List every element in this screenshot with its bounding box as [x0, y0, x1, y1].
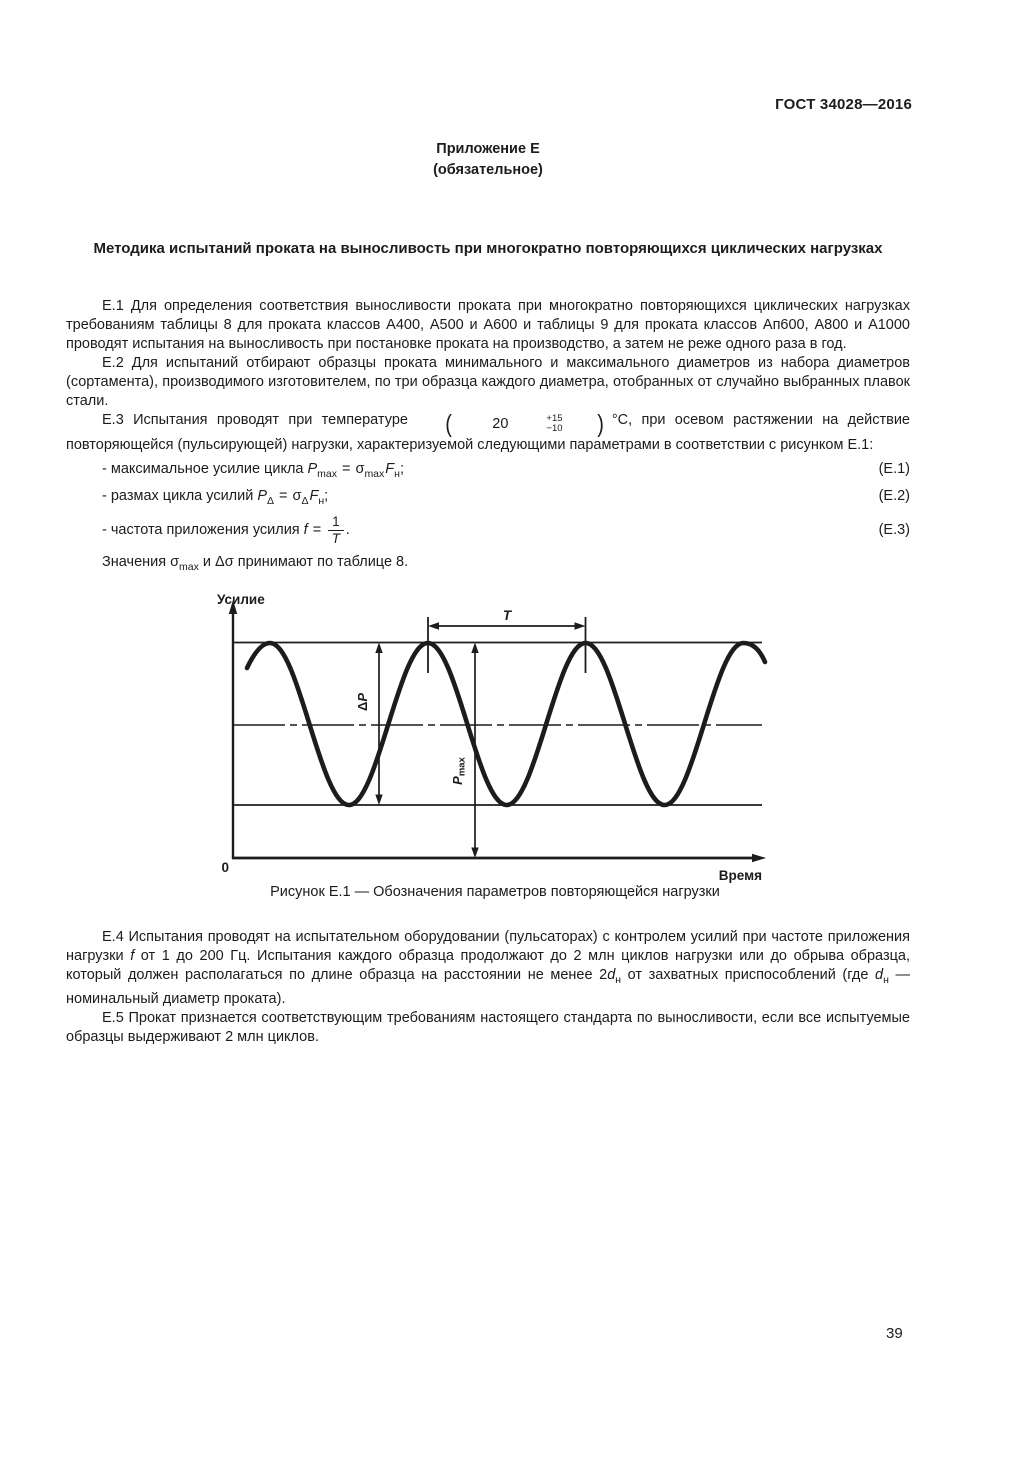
temperature-expression — [412, 410, 608, 438]
paragraph-e1: Е.1 Для определения соответствия выносливости проката при многократно повторяющихся циклических нагрузках требованиям таблицы 8 для проката классов А400, А500 и А600 и таблицы 9 для проката классов Ап600, А800 и А1000 проводят испытания на выносливость при постановке проката на производство, а затем не реже одного раза в год. — [66, 298, 910, 352]
pmax-label: Pmax — [450, 757, 468, 785]
var-sigma: σ — [355, 461, 365, 477]
appendix-type: (обязательное) — [433, 162, 543, 178]
text-block-upper — [66, 297, 910, 572]
left-paren: ( — [445, 410, 452, 438]
y-axis-label: Усилие — [217, 592, 265, 607]
formula-label-e1: (Е.1) — [878, 461, 910, 477]
var-P: P — [307, 461, 318, 477]
var-sigma: σ — [170, 553, 180, 570]
sigma-note: Значения $\sigma_{max}$ и Δσ принимают по таблице 8. — [102, 553, 409, 573]
var-f: f — [303, 522, 308, 539]
figure-e1 — [215, 590, 775, 890]
figure-caption: Рисунок Е.1 — Обозначения параметров повторяющейся нагрузки — [270, 884, 720, 900]
var-F: F — [309, 488, 319, 504]
deltaP-arrow-down-icon — [375, 795, 382, 806]
formula-e1: - максимальное усилие цикла $P_{max} = \sigma_{max}F_н$; — [102, 461, 404, 480]
temp-minus: −10 — [546, 423, 563, 435]
x-axis-label: Время — [718, 868, 762, 883]
standard-reference: ГОСТ 34028—2016 — [775, 96, 912, 113]
formula-e3: - частота приложения усилия f = $\frac{1}{T}$ . — [102, 514, 350, 546]
var-P: P — [257, 488, 268, 504]
fraction-1-over-T: $\frac{1}{T}$ — [328, 514, 344, 546]
formula-row-e2 — [66, 485, 910, 509]
formula-e2: - размах цикла усилий $P_\Delta = \sigma_\Delta F_н$; — [102, 488, 329, 507]
page-number: 39 — [886, 1325, 903, 1342]
period-arrow-left-icon — [428, 622, 439, 630]
deltaP-arrow-up-icon — [375, 643, 382, 654]
pmax-arrow-down-icon — [471, 848, 478, 859]
period-label: T — [502, 608, 512, 623]
origin-label: 0 — [221, 860, 229, 875]
appendix-label: Приложение Е — [436, 141, 540, 157]
formula-label-e2: (Е.2) — [878, 488, 910, 504]
var-F: F — [385, 461, 395, 477]
right-paren: ) — [596, 410, 604, 438]
temp-plus: +15 — [546, 412, 563, 424]
paragraph-e4: Е.4 Испытания проводят на испытательном оборудовании (пульсаторах) с контролем усилий при частоте приложения нагрузки f от 1 до 200 Гц. Испытания каждого образца продолжают до 2 млн циклов нагрузки или до обрыва образца, который должен располагаться по длине образца на расстоянии не менее $2d_н$ от захватных приспособлений (где $d_н$ — номинальный диаметр проката). — [66, 929, 910, 1007]
formula-label-e3: (Е.3) — [878, 522, 910, 538]
temp-base: 20 — [492, 416, 509, 432]
pmax-arrow-up-icon — [471, 643, 478, 654]
appendix-heading — [66, 139, 910, 181]
period-arrow-right-icon — [575, 622, 586, 630]
paragraph-e5: Е.5 Прокат признается соответствующим требованиям настоящего стандарта по выносливости, если все испытуемые образцы выдерживают 2 млн циклов. — [66, 1010, 910, 1045]
formula-row-e1 — [66, 458, 910, 482]
formula-row-e3 — [66, 512, 910, 550]
section-title: Методика испытаний проката на выносливость при многократно повторяющихся циклических нагрузках — [93, 240, 883, 257]
cyclic-load-diagram — [215, 590, 775, 890]
load-cycle-curve — [247, 643, 765, 805]
deltaP-label: ΔP — [355, 692, 370, 712]
var-sigma: σ — [292, 488, 302, 504]
paragraph-e2: Е.2 Для испытаний отбирают образцы проката минимального и максимального диаметров из набора диаметров (сортамента), производимого изготовителем, по три образца каждого диаметра, отобранных от случайно выбранных плавок стали. — [66, 355, 910, 409]
x-axis-arrow-icon — [752, 854, 766, 862]
text-block-lower — [66, 928, 910, 1047]
temp-tolerance — [510, 414, 562, 435]
paragraph-e3: Е.3 Испытания проводят при температуре ( 20 +15 −10 ) °С, при осевом растяжении на действие повторяющейся (пульсирующей) нагрузки, характеризуемой следующими параметрами в соответствии с рисунком Е.1: — [66, 410, 910, 453]
